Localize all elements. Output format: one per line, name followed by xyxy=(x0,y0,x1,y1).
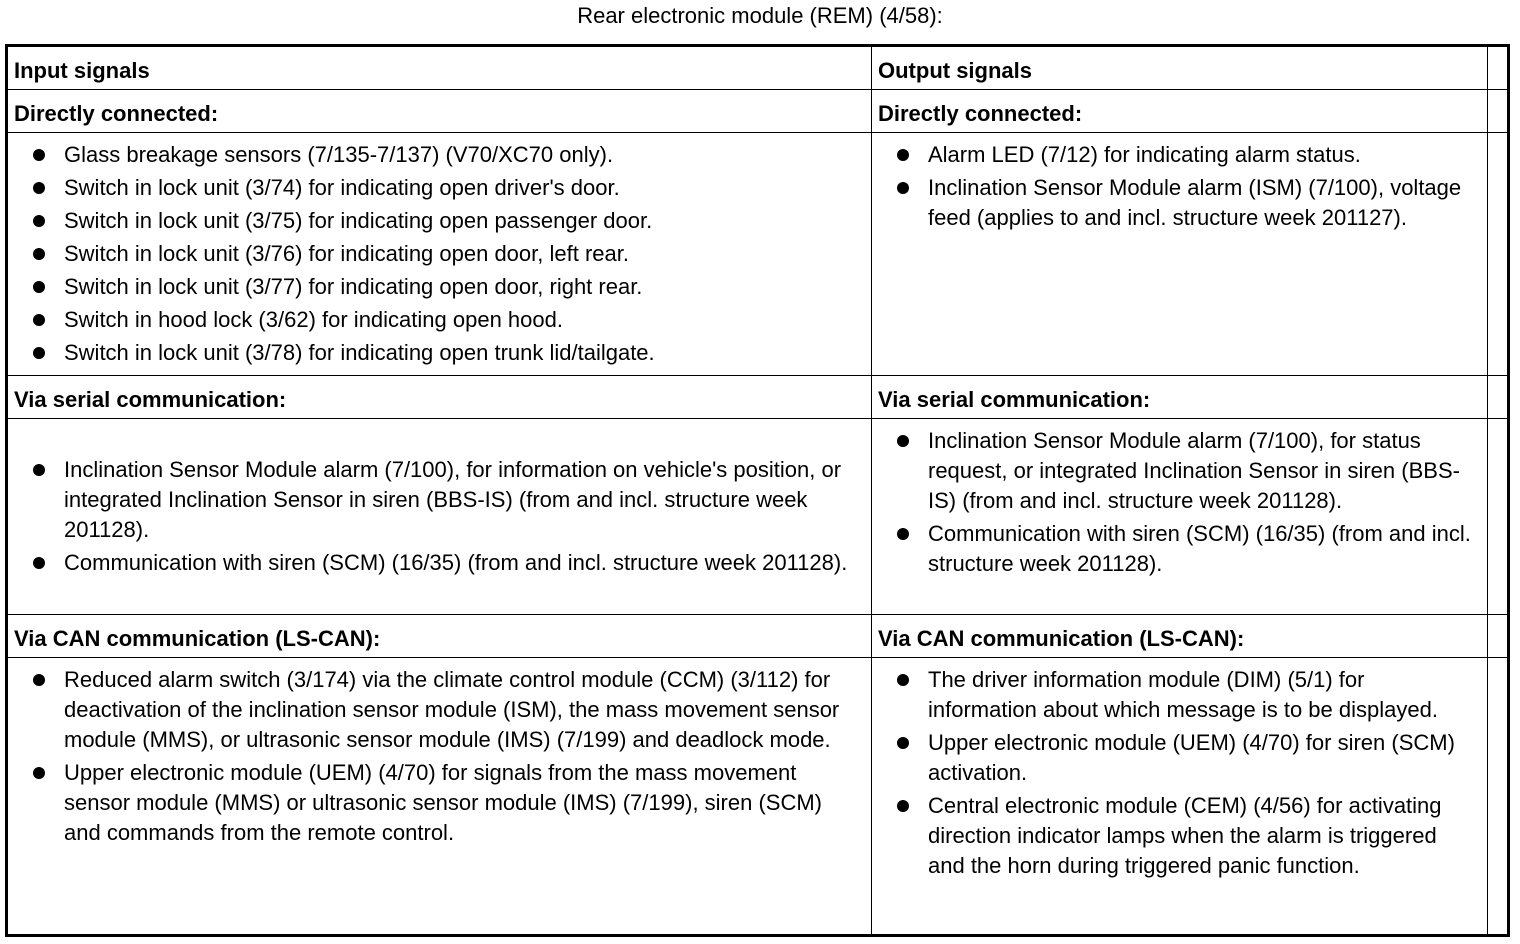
bullet-icon xyxy=(33,557,45,569)
input-items-cell xyxy=(7,133,872,376)
bullet-icon xyxy=(897,149,909,161)
bullet-icon xyxy=(33,314,45,326)
bullet-icon xyxy=(897,800,909,812)
list-item xyxy=(14,140,865,170)
list-item-text: Switch in lock unit (3/77) for indicating open door, right rear. xyxy=(64,274,643,299)
section-body-row xyxy=(7,133,1509,376)
bullet-icon xyxy=(897,528,909,540)
output-list xyxy=(878,665,1481,881)
bullet-icon xyxy=(897,435,909,447)
output-items-cell xyxy=(872,419,1488,615)
list-item xyxy=(878,140,1481,170)
list-item xyxy=(878,728,1481,788)
bullet-icon xyxy=(33,182,45,194)
list-item-text: Switch in lock unit (3/75) for indicating open passenger door. xyxy=(64,208,653,233)
spacer-cell xyxy=(1488,90,1509,133)
output-signals-header: Output signals xyxy=(872,46,1488,90)
section-heading-row xyxy=(7,90,1509,133)
list-item-text: Glass breakage sensors (7/135-7/137) (V70/XC70 only). xyxy=(64,142,614,167)
input-list xyxy=(14,455,865,578)
list-item xyxy=(14,665,865,755)
bullet-icon xyxy=(33,248,45,260)
list-item-text: Switch in lock unit (3/78) for indicating open trunk lid/tailgate. xyxy=(64,340,655,365)
list-item-text: Upper electronic module (UEM) (4/70) for signals from the mass movement sensor module (MMS) or ultrasonic sensor module (IMS) (7/199), siren (SCM) and commands from the remote control. xyxy=(64,760,823,845)
table-header-row xyxy=(7,46,1509,90)
list-item-text: Inclination Sensor Module alarm (7/100), for status request, or integrated Inclination Sensor in siren (BBS-IS) (from and incl. structure week 201128). xyxy=(928,428,1460,513)
list-item xyxy=(878,665,1481,725)
list-item-text: Switch in lock unit (3/76) for indicating open door, left rear. xyxy=(64,241,629,266)
section-body-row xyxy=(7,419,1509,615)
output-list xyxy=(878,140,1481,233)
spacer-cell xyxy=(1488,133,1509,376)
input-list xyxy=(14,140,865,368)
output-list xyxy=(878,426,1481,579)
bullet-icon xyxy=(33,281,45,293)
section-heading-input: Directly connected: xyxy=(7,90,872,133)
list-item-text: Central electronic module (CEM) (4/56) for activating direction indicator lamps when the alarm is triggered and the horn during triggered panic function. xyxy=(928,793,1442,878)
signals-table xyxy=(5,44,1510,937)
input-items-cell xyxy=(7,658,872,936)
bullet-icon xyxy=(897,737,909,749)
list-item xyxy=(14,758,865,848)
list-item xyxy=(878,519,1481,579)
output-items-cell xyxy=(872,133,1488,376)
list-item-text: Communication with siren (SCM) (16/35) (from and incl. structure week 201128). xyxy=(64,550,848,575)
bullet-icon xyxy=(33,767,45,779)
bullet-icon xyxy=(33,149,45,161)
section-heading-output: Via serial communication: xyxy=(872,376,1488,419)
list-item xyxy=(14,548,865,578)
page-title: Rear electronic module (REM) (4/58): xyxy=(577,3,943,28)
bullet-icon xyxy=(33,347,45,359)
section-heading-output: Via CAN communication (LS-CAN): xyxy=(872,615,1488,658)
list-item-text: The driver information module (DIM) (5/1) for information about which message is to be displayed. xyxy=(928,667,1438,722)
list-item xyxy=(878,426,1481,516)
spacer-cell xyxy=(1488,658,1509,936)
list-item xyxy=(14,338,865,368)
list-item xyxy=(14,206,865,236)
list-item xyxy=(14,173,865,203)
list-item xyxy=(878,791,1481,881)
list-item-text: Switch in hood lock (3/62) for indicating open hood. xyxy=(64,307,563,332)
bullet-icon xyxy=(33,674,45,686)
bullet-icon xyxy=(33,215,45,227)
input-items-cell xyxy=(7,419,872,615)
spacer-cell xyxy=(1488,615,1509,658)
input-signals-header: Input signals xyxy=(7,46,872,90)
list-item-text: Switch in lock unit (3/74) for indicating open driver's door. xyxy=(64,175,620,200)
spacer-cell xyxy=(1488,46,1509,90)
list-item-text: Inclination Sensor Module alarm (ISM) (7/100), voltage feed (applies to and incl. structure week 201127). xyxy=(928,175,1462,230)
list-item xyxy=(14,305,865,335)
input-list xyxy=(14,665,865,848)
list-item-text: Reduced alarm switch (3/174) via the climate control module (CCM) (3/112) for deactivation of the inclination sensor module (ISM), the mass movement sensor module (MMS), or ultrasonic sensor module (IMS) (7/199) and deadlock mode. xyxy=(64,667,840,752)
list-item xyxy=(878,173,1481,233)
bullet-icon xyxy=(897,182,909,194)
section-heading-output: Directly connected: xyxy=(872,90,1488,133)
list-item xyxy=(14,239,865,269)
list-item-text: Communication with siren (SCM) (16/35) (from and incl. structure week 201128). xyxy=(928,521,1471,576)
section-heading-input: Via serial communication: xyxy=(7,376,872,419)
list-item xyxy=(14,455,865,545)
section-heading-input: Via CAN communication (LS-CAN): xyxy=(7,615,872,658)
output-items-cell xyxy=(872,658,1488,936)
list-item xyxy=(14,272,865,302)
section-body-row xyxy=(7,658,1509,936)
spacer-cell xyxy=(1488,376,1509,419)
list-item-text: Alarm LED (7/12) for indicating alarm status. xyxy=(928,142,1361,167)
list-item-text: Inclination Sensor Module alarm (7/100), for information on vehicle's position, or integrated Inclination Sensor in siren (BBS-IS) (from and incl. structure week 201128). xyxy=(64,457,842,542)
list-item-text: Upper electronic module (UEM) (4/70) for siren (SCM) activation. xyxy=(928,730,1455,785)
bullet-icon xyxy=(897,674,909,686)
bullet-icon xyxy=(33,464,45,476)
section-heading-row xyxy=(7,615,1509,658)
section-heading-row xyxy=(7,376,1509,419)
spacer-cell xyxy=(1488,419,1509,615)
